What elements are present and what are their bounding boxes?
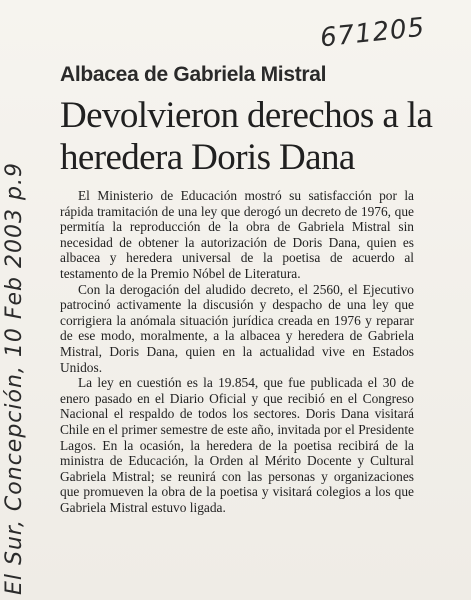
article-paragraph: Con la derogación del aludido decreto, el 2560, el Ejecutivo patrocinó activamente la discusión y despacho de una ley que corrigiera la anómala situación jurídica creada en 1976 y reparar de ese modo, moralmente, a la albacea y heredera de Gabriela Mistral, Doris Dana, quien en la actualidad vive en Estados Unidos.: [60, 281, 414, 375]
article-paragraph: El Ministerio de Educación mostró su satisfacción por la rápida tramitación de una ley que derogó un decreto de 1976, que permitía la reproducción de la obra de Gabriela Mistral sin necesidad de obtener la autorización de Doris Dana, quien es albacea y heredera universal de la poetisa de acuerdo al testamento de la Premio Nóbel de Literatura.: [60, 188, 414, 281]
article-paragraph: La ley en cuestión es la 19.854, que fue publicada el 30 de enero pasado en el Diario Oficial y que recibió en el Congreso Nacional el respaldo de todos los sectores. Doris Dana visitará Chile en el primer semestre de este año, invitada por el Presidente Lagos. En la ocasión, la heredera de la poetisa recibirá de la ministra de Educación, la Orden al Mérito Docente y Cultural Gabriela Mistral; se reunirá con las personas y organizaciones que promueven la obra de la poetisa y visitará colegios a los que Gabriela Mistral estuvo ligada.: [60, 375, 414, 515]
article-headline: Devolvieron derechos a la heredera Doris Dana: [60, 95, 433, 178]
article-kicker: Albacea de Gabriela Mistral: [60, 63, 327, 86]
handwritten-margin-note: El Sur, Concepción, 10 Feb 2003 p.9: [2, 162, 27, 595]
handwritten-reference-number: 671205: [318, 12, 427, 54]
article-body: [60, 188, 414, 515]
